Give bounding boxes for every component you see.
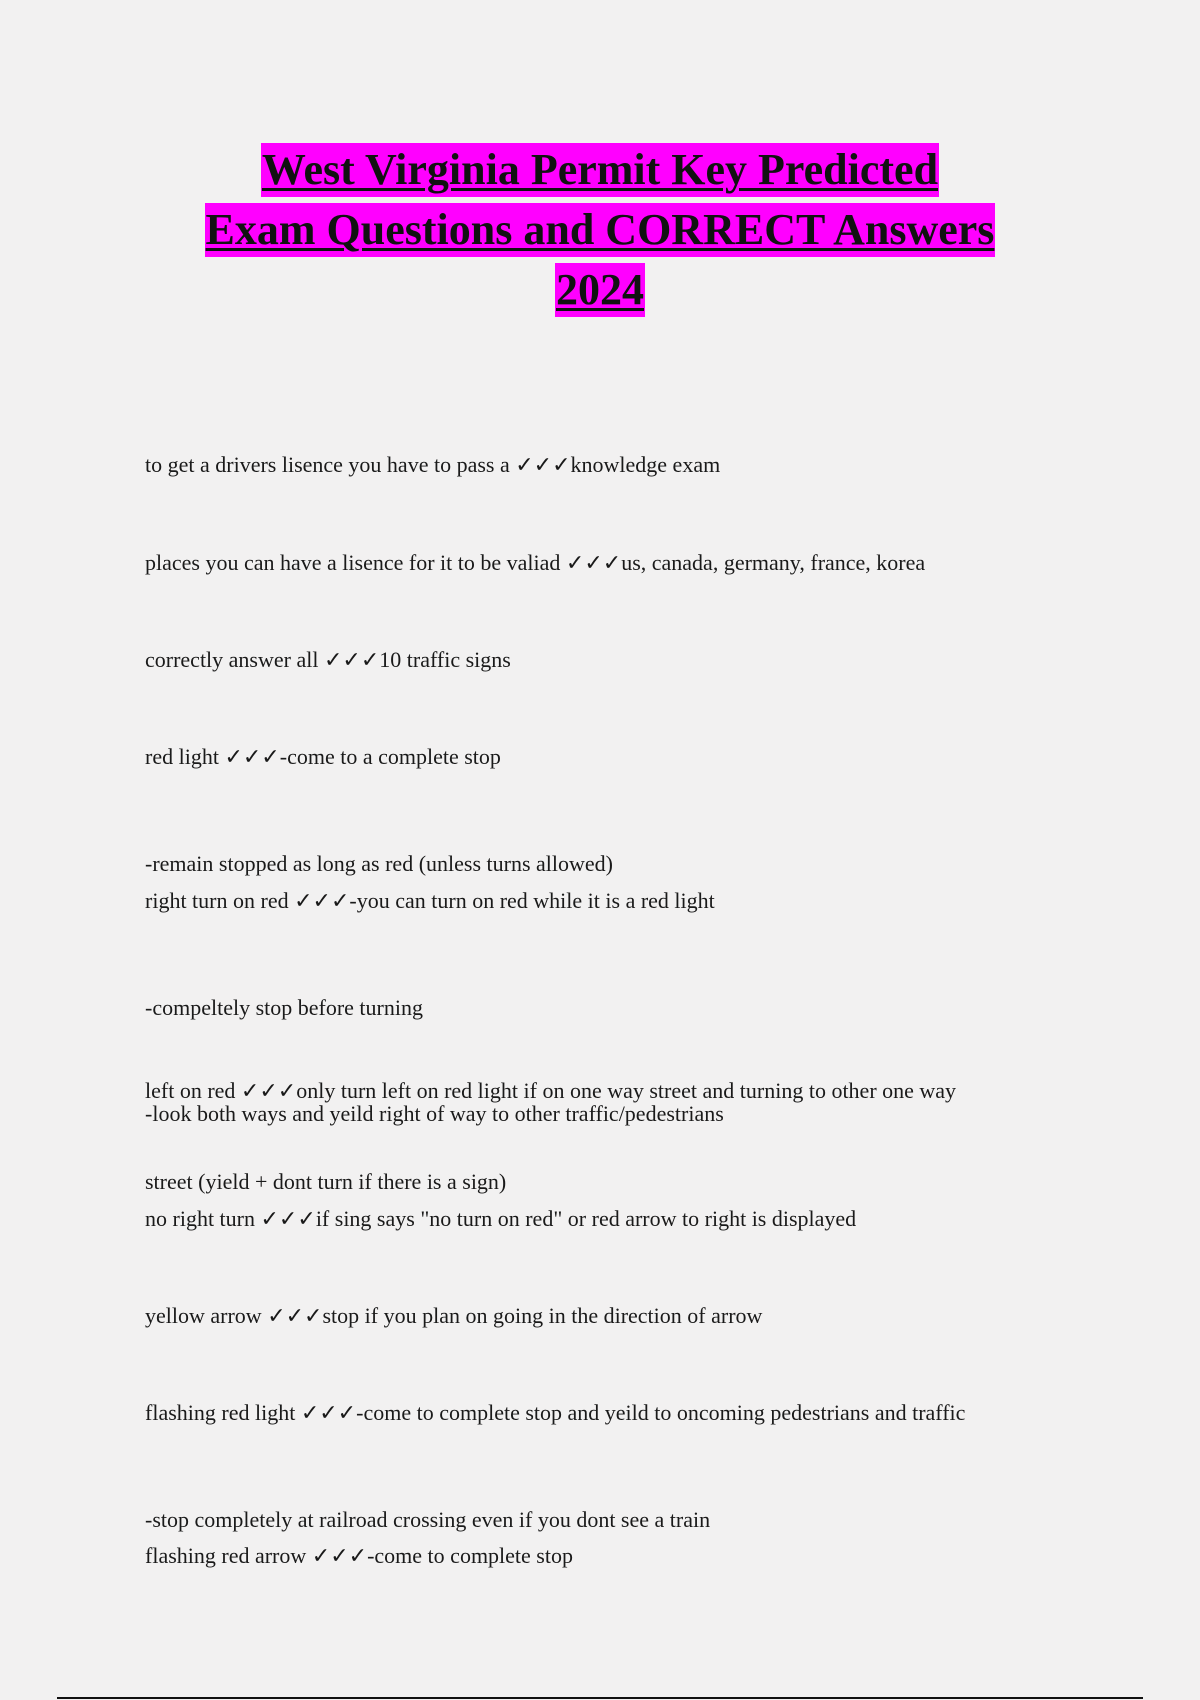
check-marks-icon: ✓✓✓ [311, 1544, 368, 1569]
qa-line [145, 548, 1065, 579]
check-marks-icon: ✓✓✓ [224, 745, 280, 770]
question-text: yellow arrow [145, 1303, 268, 1328]
answer-text: only turn left on red light if on one way street and turning to other one way [296, 1078, 957, 1103]
question-text: left on red [145, 1078, 241, 1103]
check-marks-icon: ✓✓✓ [260, 1207, 316, 1232]
answer-text: -come to a complete stop [279, 744, 501, 769]
document-title [0, 143, 1200, 323]
bottom-divider [57, 1697, 1143, 1699]
check-marks-icon: ✓✓✓ [323, 648, 380, 673]
answer-text: if sing says "no turn on red" or red arrow to right is displayed [315, 1206, 857, 1231]
qa-line [145, 1541, 1065, 1572]
question-text: to get a drivers lisence you have to pass a [145, 452, 516, 477]
qa-line [145, 1204, 1065, 1235]
question-text: correctly answer all [145, 647, 324, 672]
question-text: right turn on red [145, 888, 295, 913]
question-text: red light [145, 744, 225, 769]
check-marks-icon: ✓✓✓ [267, 1304, 323, 1329]
check-marks-icon: ✓✓✓ [240, 1079, 297, 1104]
title-line-2: Exam Questions and CORRECT Answers [205, 203, 996, 257]
answer-line: -stop completely at railroad crossing even if you dont see a train [145, 1507, 711, 1532]
title-line-1: West Virginia Permit Key Predicted [261, 143, 939, 197]
answer-text: -you can turn on red while it is a red light [349, 888, 715, 913]
answer-line: street (yield + dont turn if there is a sign) [145, 1169, 507, 1194]
check-marks-icon: ✓✓✓ [515, 453, 571, 478]
check-marks-icon: ✓✓✓ [294, 889, 350, 914]
title-line-3: 2024 [555, 263, 645, 317]
question-text: flashing red light [145, 1400, 301, 1425]
question-text: no right turn [145, 1206, 261, 1231]
qa-line [145, 886, 1065, 917]
answer-line: -remain stopped as long as red (unless turns allowed) [145, 851, 613, 876]
answer-text: knowledge exam [570, 452, 721, 477]
answer-line: -compeltely stop before turning [145, 995, 423, 1020]
answer-text: us, canada, germany, france, korea [621, 550, 926, 575]
answer-text: stop if you plan on going in the direction of arrow [322, 1303, 763, 1328]
qa-line [145, 1301, 1065, 1332]
qa-line [145, 742, 1065, 773]
answer-line: -look both ways and yeild right of way to other traffic/pedestrians [145, 1101, 724, 1126]
question-text: places you can have a lisence for it to be valiad [145, 550, 566, 575]
answer-text: 10 traffic signs [379, 647, 511, 672]
qa-line [145, 1076, 1065, 1107]
qa-line [145, 1398, 1065, 1429]
qa-item [145, 1481, 1065, 1632]
answer-text: -come to complete stop and yeild to oncoming pedestrians and traffic [356, 1400, 966, 1425]
qa-line [145, 450, 1065, 481]
check-marks-icon: ✓✓✓ [300, 1401, 357, 1426]
check-marks-icon: ✓✓✓ [565, 551, 622, 576]
answer-text: -come to complete stop [367, 1543, 573, 1568]
qa-line [145, 645, 1065, 676]
question-text: flashing red arrow [145, 1543, 312, 1568]
